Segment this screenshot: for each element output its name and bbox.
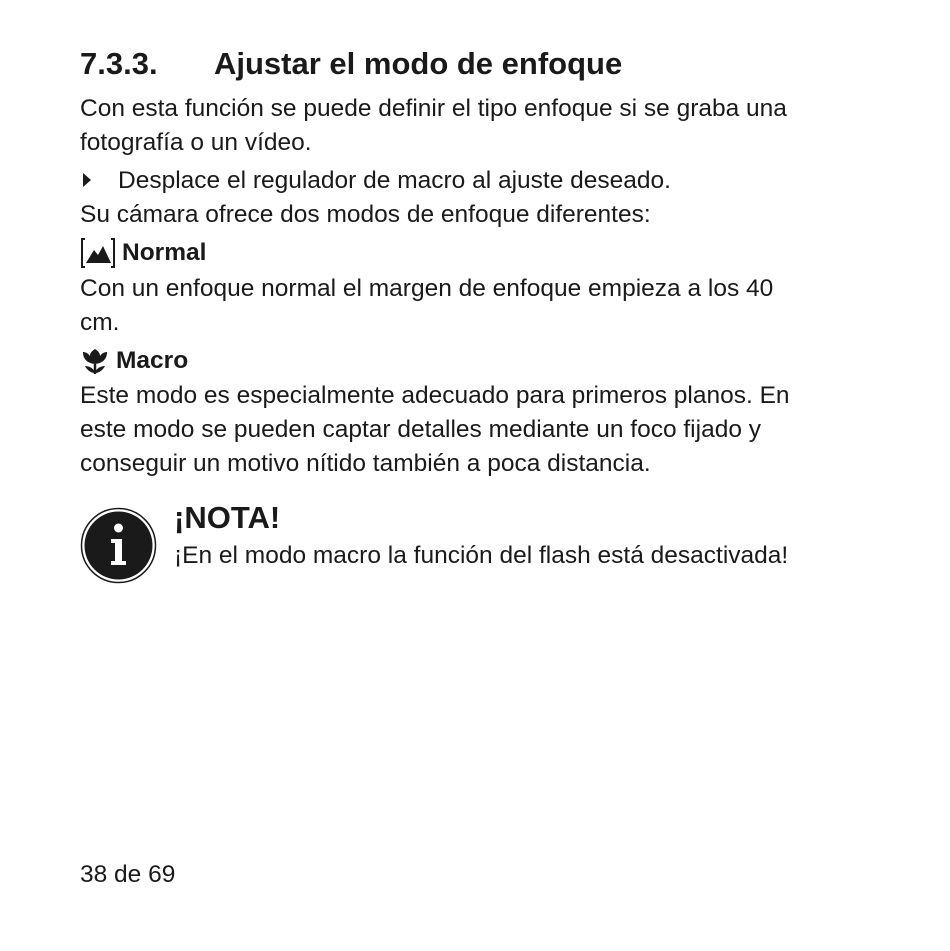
macro-desc-line-3: conseguir un motivo nítido también a poca distancia. bbox=[80, 450, 651, 477]
note-title: ¡NOTA! bbox=[174, 500, 281, 535]
info-icon bbox=[80, 507, 157, 584]
note-text: ¡En el modo macro la función del flash está desactivada! bbox=[174, 542, 789, 569]
intro-line-2: fotografía o un vídeo. bbox=[80, 129, 312, 156]
instruction-bullet bbox=[80, 164, 671, 198]
normal-mode-label: Normal bbox=[122, 239, 207, 266]
macro-desc-line-2: este modo se pueden captar detalles mediante un foco fijado y bbox=[80, 416, 761, 443]
section-number: 7.3.3. bbox=[80, 46, 158, 81]
bullet-arrow-icon bbox=[83, 173, 91, 187]
normal-desc-line-2: cm. bbox=[80, 309, 120, 336]
instruction-text: Desplace el regulador de macro al ajuste deseado. bbox=[118, 167, 671, 194]
normal-mode-heading bbox=[80, 236, 206, 270]
mountain-icon bbox=[80, 237, 116, 269]
page-number: 38 de 69 bbox=[80, 861, 176, 888]
modes-intro: Su cámara ofrece dos modos de enfoque diferentes: bbox=[80, 201, 651, 228]
tulip-icon bbox=[80, 346, 110, 376]
macro-desc-line-1: Este modo es especialmente adecuado para primeros planos. En bbox=[80, 382, 790, 409]
macro-mode-label: Macro bbox=[116, 347, 189, 374]
macro-mode-heading bbox=[80, 344, 188, 378]
section-heading bbox=[80, 46, 622, 82]
intro-line-1: Con esta función se puede definir el tipo enfoque si se graba una bbox=[80, 95, 787, 122]
normal-desc-line-1: Con un enfoque normal el margen de enfoque empieza a los 40 bbox=[80, 275, 774, 302]
section-title: Ajustar el modo de enfoque bbox=[214, 46, 623, 81]
